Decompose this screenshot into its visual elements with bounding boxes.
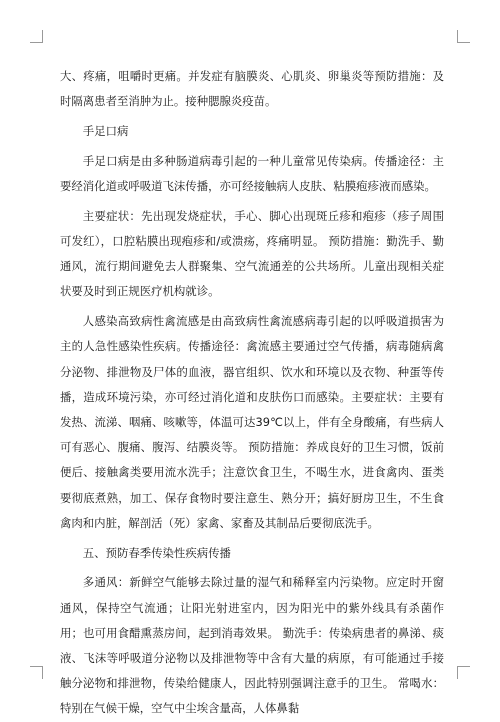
paragraph-hfmd-transmission: 手足口病是由多种肠道病毒引起的一种儿童常见传染病。传播途径：主要经消化道或呼吸道飞沫传播，亦可经接触病人皮肤、粘膜疱疹液而感染。	[60, 153, 444, 193]
section-heading-prevention: 五、预防春季传染性疾病传播	[82, 545, 231, 560]
paragraph-avian-influenza: 人感染高致病性禽流感是由高致病性禽流感病毒引起的以呼吸道损害为主的人急性感染性疾病。传播途径：禽流感主要通过空气传播，病毒随病禽分泌物、排泄物及尸体的血液，器官组织、饮水和环境以及衣物、种蛋等传播，造成环境污染，亦可经过消化道和皮肤伤口而感染。主要症状：主要有发热、流涕、咽痛、咳嗽等，体温可达39℃以上，伴有全身酸痛，有些病人可有恶心、腹痛、腹泻、结膜炎等。 预防措施：养成良好的卫生习惯，饭前便后、接触禽类要用流水洗手；注意饮食卫生，不喝生水，进食禽肉、蛋类要彻底煮熟，加工、保存食物时要注意生、熟分开；搞好厨房卫生，不生食禽肉和内脏，解剖活（死）家禽、家畜及其制品后要彻底洗手。	[60, 314, 444, 530]
section-heading-hfmd: 手足口病	[82, 124, 129, 138]
crop-mark-bottom-right	[457, 666, 470, 679]
paragraph-hfmd-symptoms: 主要症状：先出现发烧症状，手心、脚心出现斑丘疹和疱疹（疹子周围可发红），口腔粘膜出现疱疹和/或溃疡，疼痛明显。 预防措施：勤洗手、勤通风，流行期间避免去人群聚集、空气流通差的公共场所。儿童出现相关症状要及时到正规医疗机构就诊。	[60, 208, 444, 299]
paragraph-mumps-continued: 大、疼痛，咀嚼时更痛。并发症有脑膜炎、心肌炎、卵巢炎等预防措施：及时隔离患者至消肿为止。接种腮腺炎疫苗。	[60, 69, 444, 109]
page-body	[60, 64, 444, 722]
crop-mark-top-right	[457, 30, 470, 43]
crop-mark-bottom-left	[30, 666, 43, 679]
crop-mark-top-left	[30, 30, 43, 43]
paragraph-prevention-tips: 多通风：新鲜空气能够去除过量的湿气和稀释室内污染物。应定时开窗通风，保持空气流通；让阳光射进室内，因为阳光中的紫外线具有杀菌作用；也可用食醋熏蒸房间，起到消毒效果。 勤洗手：传染病患者的鼻涕、痰液、飞沫等呼吸道分泌物以及排泄物等中含有大量的病原，有可能通过手接触分泌物和排泄物，传染给健康人，因此特别强调注意手的卫生。 常喝水：特别在气候干燥，空气中尘埃含量高，人体鼻黏	[60, 575, 444, 716]
